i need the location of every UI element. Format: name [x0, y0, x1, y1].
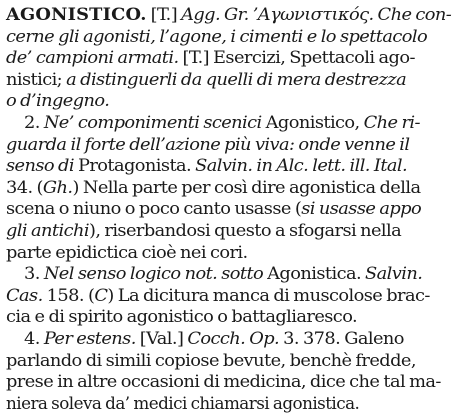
text-segment: AGONISTICO. [6, 4, 147, 24]
dictionary-entry [6, 4, 464, 414]
text-segment: Protagonista. [73, 155, 196, 176]
text-line [6, 155, 464, 177]
text-segment: 3. 378. Galeno [279, 327, 404, 348]
text-segment: Che ri- [363, 111, 420, 132]
text-line [6, 90, 464, 112]
text-segment: parlando di simili copiose bevute, benchè fredde, [6, 349, 416, 370]
text-line [6, 4, 464, 26]
text-segment: ), riserbandosi questo a sfogarsi nella [88, 219, 402, 240]
text-segment: prese in altre occasioni di medicina, dice che tal ma- [6, 371, 441, 392]
text-line [6, 242, 464, 264]
text-segment: Cas. [6, 284, 43, 305]
text-segment: ) Nella parte per così dire agonistica della [72, 176, 421, 197]
text-line [6, 177, 464, 199]
text-segment: guarda il forte dell’azione più viva: onde venne il [6, 133, 410, 154]
text-segment: Agg. Gr. [181, 4, 253, 24]
text-segment: Salvin. [365, 263, 423, 284]
text-segment: [Val.] [135, 327, 188, 348]
text-segment: 3. [24, 263, 44, 284]
text-segment: senso di [6, 155, 74, 176]
text-segment: niera soleva da’ medici chiamarsi agonistica. [6, 392, 360, 413]
text-segment: C [94, 284, 108, 305]
text-segment: cerne gli agonisti, l’agone, i cimenti e lo spettacolo [6, 25, 428, 46]
text-segment: o d’ingegno. [6, 90, 110, 111]
text-line [6, 393, 464, 414]
text-line [6, 220, 464, 242]
text-segment: 2. [24, 111, 44, 132]
text-segment: Gh. [42, 176, 73, 197]
text-segment: Che con- [373, 4, 452, 24]
text-segment: Salvin. in Alc. lett. ill. Ital. [195, 155, 408, 176]
text-line [6, 328, 464, 350]
text-segment: de’ campioni armati. [6, 47, 179, 68]
text-line [6, 371, 464, 393]
text-segment: si usasse appo [301, 198, 422, 219]
text-segment: [T.] Esercizi, Spettacoli ago- [178, 47, 415, 68]
text-segment: ) La dicitura manca di muscolose brac- [107, 284, 430, 305]
text-segment: gli antichi [6, 219, 89, 240]
text-segment: Cocch. Op. [187, 327, 280, 348]
text-segment: ’Αγωνιστικός. [252, 4, 374, 24]
text-segment: 158. ( [42, 284, 95, 305]
text-segment: scena o niuno o poco canto usasse ( [6, 198, 302, 219]
text-segment: a distinguerli da quelli di mera destrezza [66, 68, 407, 89]
text-segment: Per estens. [43, 327, 136, 348]
text-line [6, 112, 464, 134]
text-segment: 4. [24, 327, 44, 348]
text-line [6, 134, 464, 156]
text-segment: Agonistico, [261, 111, 364, 132]
text-segment: [T.] [146, 4, 182, 24]
text-line [6, 198, 464, 220]
text-line [6, 26, 464, 48]
text-line [6, 350, 464, 372]
text-line [6, 285, 464, 307]
text-line [6, 69, 464, 91]
text-segment: parte epidictica cioè nei cori. [6, 241, 248, 262]
text-segment: Ne’ componimenti scenici [43, 111, 262, 132]
text-segment: nistici; [6, 68, 67, 89]
text-segment: cia e di spirito agonistico o battagliaresco. [6, 306, 358, 327]
text-line [6, 306, 464, 328]
text-segment: 34. ( [6, 176, 43, 197]
text-segment: Agonistica. [263, 263, 366, 284]
text-line [6, 47, 464, 69]
text-segment: Nel senso logico not. sotto [43, 263, 264, 284]
text-line [6, 263, 464, 285]
